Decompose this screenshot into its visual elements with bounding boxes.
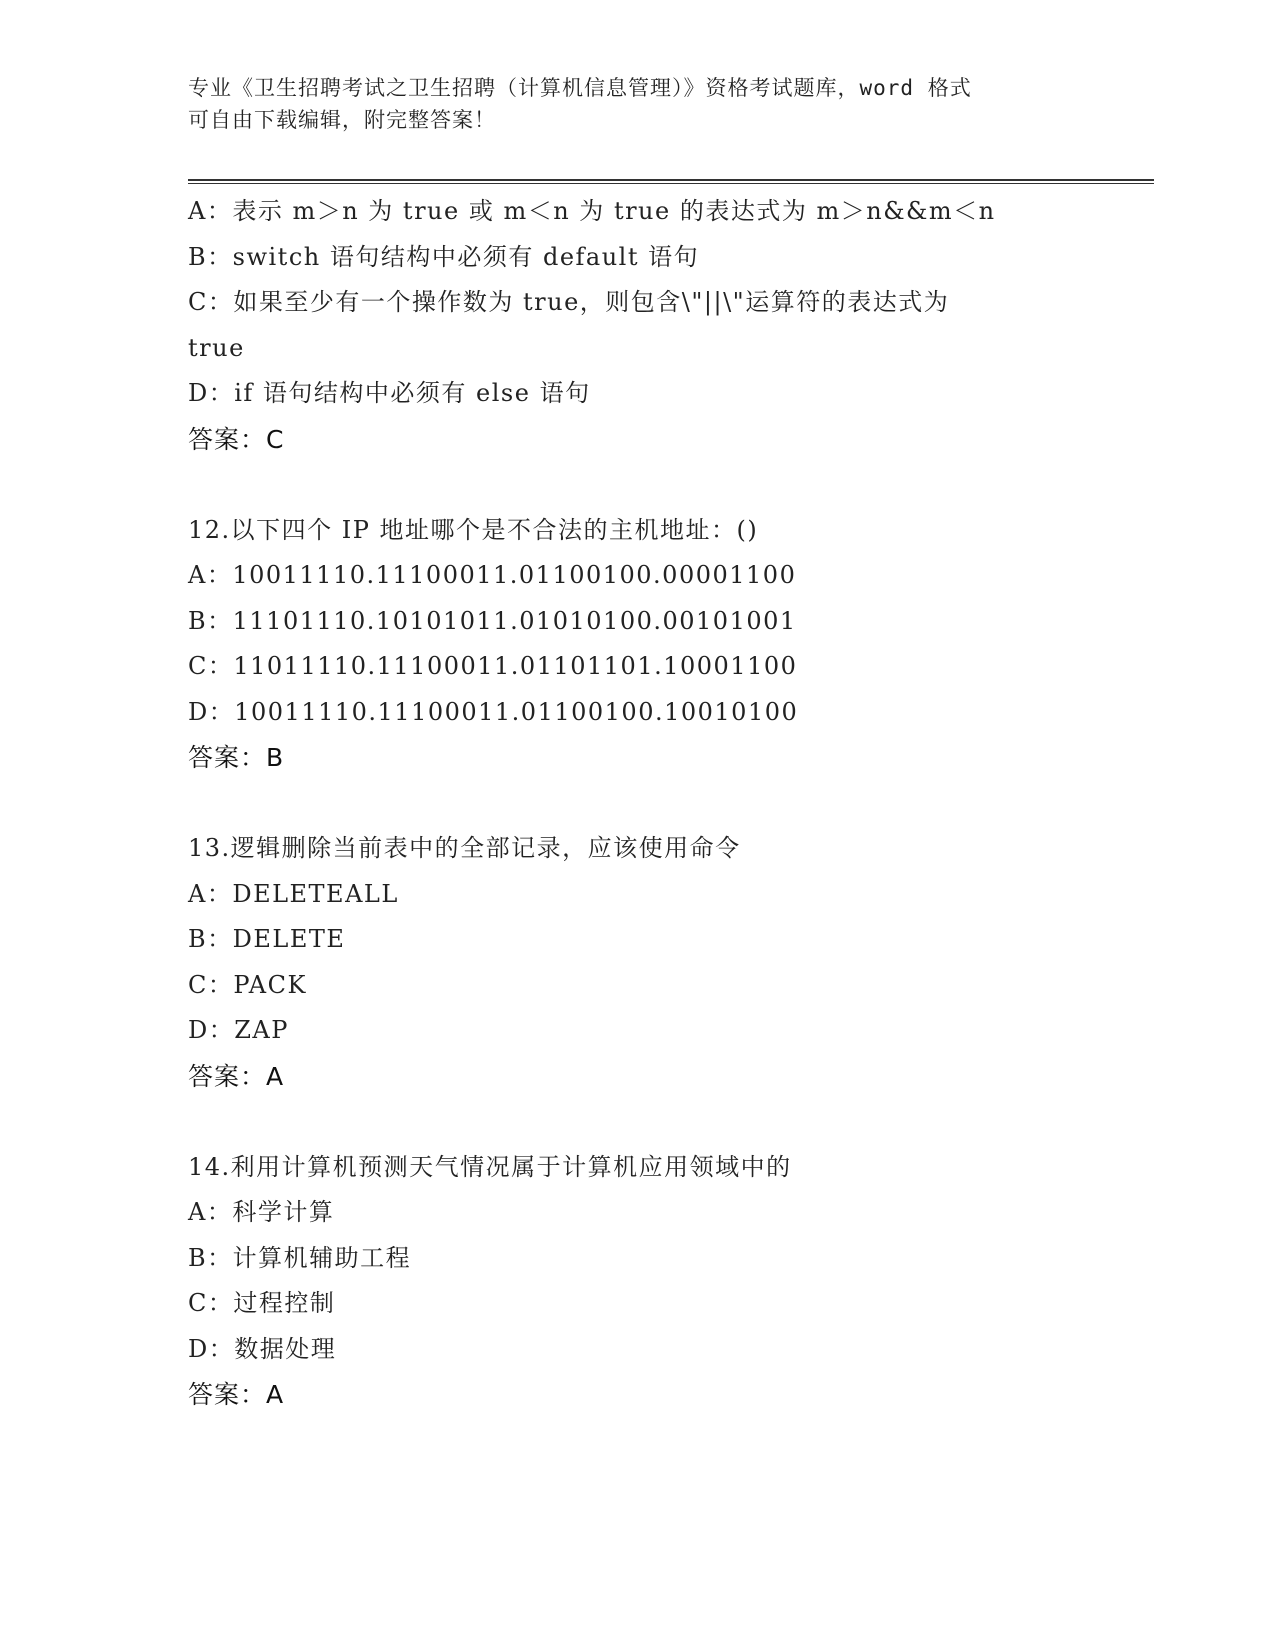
- option-a: A：表示 m＞n 为 true 或 m＜n 为 true 的表达式为 m＞n&&m＜n: [188, 197, 996, 225]
- option-c: C：如果至少有一个操作数为 true，则包含\"||\"运算符的表达式为: [188, 288, 950, 316]
- answer: 答案：C: [188, 424, 285, 454]
- answer: 答案：B: [188, 743, 285, 772]
- option-c: C：11011110.11100011.01101101.10001100: [188, 652, 798, 680]
- header-divider-thick: [188, 179, 1154, 181]
- answer: 答案：A: [188, 1061, 285, 1091]
- option-c: C：过程控制: [188, 1289, 336, 1317]
- option-d: D：if 语句结构中必须有 else 语句: [188, 379, 591, 407]
- option-d: D：ZAP: [188, 1016, 289, 1044]
- option-a: A：DELETEALL: [188, 879, 399, 908]
- document-header: [188, 72, 1068, 136]
- spacer: [188, 781, 1088, 827]
- option-a: A：10011110.11100011.01100100.00001100: [188, 561, 797, 589]
- option-b: B：计算机辅助工程: [188, 1243, 412, 1272]
- question-13-block: [188, 826, 1088, 1099]
- option-a: A：科学计算: [188, 1198, 335, 1226]
- option-b: B：DELETE: [188, 925, 346, 953]
- question-11-block: [188, 189, 1088, 462]
- option-d: D：数据处理: [188, 1334, 337, 1363]
- option-b: B：11101110.10101011.01010100.00101001: [188, 606, 797, 635]
- option-d: D：10011110.11100011.01100100.10010100: [188, 697, 799, 726]
- spacer: [188, 1099, 1088, 1145]
- question-list: [188, 189, 1088, 1418]
- option-c: C：PACK: [188, 970, 307, 999]
- question-12-block: [188, 508, 1088, 781]
- header-divider-thin: [188, 183, 1154, 184]
- option-c-continued: true: [188, 333, 245, 362]
- question-14-block: [188, 1145, 1088, 1418]
- option-b: B：switch 语句结构中必须有 default 语句: [188, 242, 700, 271]
- question-text: 12.以下四个 IP 地址哪个是不合法的主机地址：(): [188, 515, 759, 544]
- header-line-1: 专业《卫生招聘考试之卫生招聘（计算机信息管理）》资格考试题库，word 格式: [188, 76, 972, 100]
- spacer: [188, 462, 1088, 508]
- question-text: 14.利用计算机预测天气情况属于计算机应用领域中的: [188, 1152, 792, 1181]
- answer: 答案：A: [188, 1380, 285, 1409]
- header-line-2: 可自由下载编辑，附完整答案！: [188, 108, 496, 132]
- question-text: 13.逻辑删除当前表中的全部记录，应该使用命令: [188, 834, 741, 862]
